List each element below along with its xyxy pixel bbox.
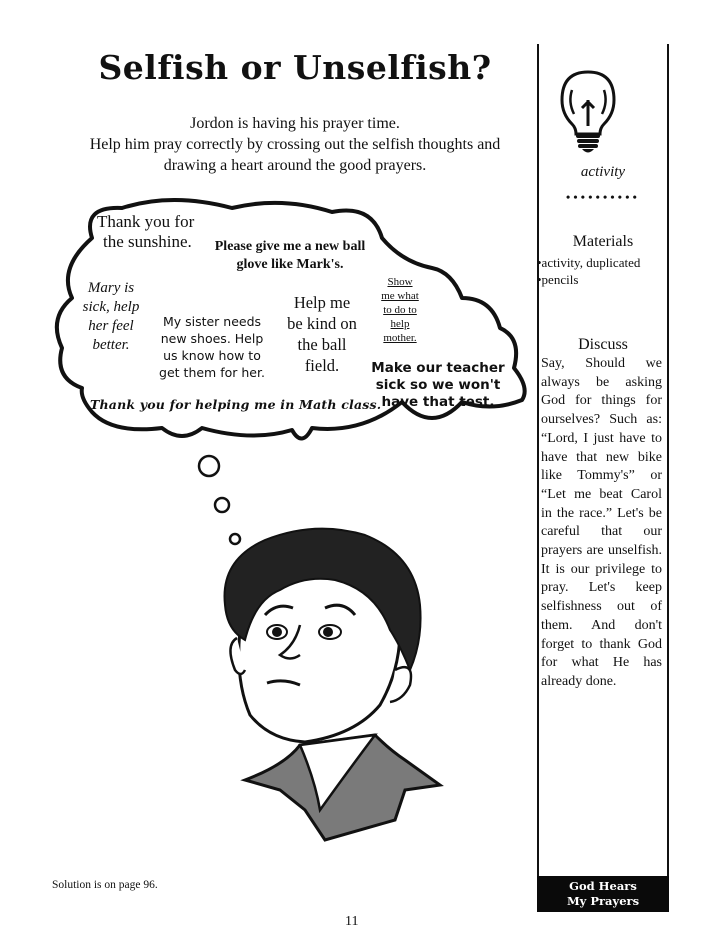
lightbulb-icon [558,68,618,158]
dotted-divider: •••••••••• [565,190,640,204]
prayer-teacher-sick: Make our teacher sick so we won't have that test. [371,360,505,410]
activity-label: activity [580,164,626,180]
materials-list [537,254,667,288]
materials-item: •activity, duplicated [537,255,641,270]
prayer-thank-sunshine: Thank you for the sunshine. [97,212,195,251]
page-title: Selfish or Unselfish? [98,48,492,87]
instruction-line: drawing a heart around the good prayers. [163,157,427,174]
prayer-ball-glove: Please give me a new ball glove like Mark's. [214,239,366,272]
materials-item: •pencils [537,272,579,287]
solution-note: Solution is on page 96. [52,879,158,891]
prayer-mary-sick: Mary is sick, help her feel better. [82,280,140,353]
prayer-math-class: Thank you for helping me in Math class. [90,397,382,412]
unit-title-box: God Hears My Prayers [537,876,669,912]
discuss-heading: Discuss [578,336,628,353]
prayer-kind-ball-field: Help me be kind on the ball field. [287,293,357,375]
boy-thinking-illustration [205,520,445,860]
prayer-sister-shoes: My sister needs new shoes. Help us know how to get them for her. [159,314,265,380]
instructions [70,113,520,176]
instruction-line: Jordon is having his prayer time. [190,115,400,132]
prayer-help-mother: Show me what to do to help mother. [381,276,419,344]
discuss-text: Say, Should we always be asking God for things for ourselves? Such as: “Lord, I just have to have that new bike like Tommy's” or “Let me beat Carol in the race.” Let's be careful that our prayers are unselfish. It is our privilege to pray. Let's keep selfishness out of them. And don't forget to thank God for what He has already done. [541,356,662,689]
materials-heading: Materials [572,233,634,250]
page-number: 11 [345,914,359,929]
instruction-line: Help him pray correctly by crossing out the selfish thoughts and [89,136,501,153]
